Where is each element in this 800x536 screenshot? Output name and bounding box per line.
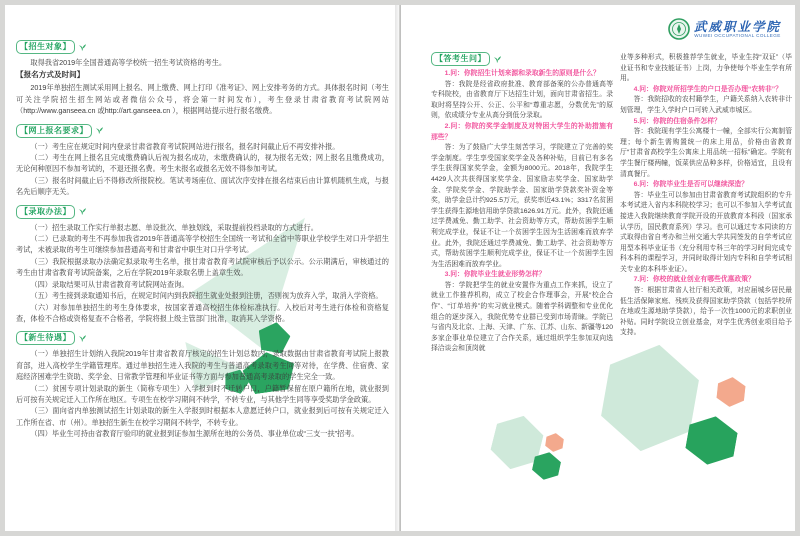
question: 7.问：你校的就业创业有哪些优惠政策？ [633,276,755,284]
answer: 答：我院招收的农村籍学生，户籍关系纳入农转非计划管理，学生入学时户口可转入武威市城区。 [620,96,792,114]
answer: 答：学院把学生的就业安置作为重点工作来抓，设立了就业工作推荐机构，成立了校企合作理事会，开展“校企合作”、“订单培养”的实习就业模式。随着学科调整和专业优化组合的逐步深入，我院优势专业群已受到市场青睐。学院已与省内及北京、上海、天津、广东、江苏、山东、新疆等120多家企事业单位建立了合作关系，通过组织学生参加双向选择洽谈会和顶岗就 [431,281,613,353]
paragraph: （一）单独招生计划纳入我院2019年甘肃省教育厅核定的招生计划总数内，录取数据由甘肃省教育考试院上报教育部，进入高校学生学籍管理库。通过单独招生进入我院的考生与普通高考录取考生同等对待，在学费、住宿费、家庭经济困难学生资助、奖学金、日常教学管理和毕业证书等方面与参加普通高考录取的学生完全一致。 [16,349,389,382]
section-header-online-signup [16,124,103,138]
section-header-enrollment-target [16,40,86,54]
section-title: 【招生对象】 [16,40,75,54]
answer: 答：我院现有学生公寓楼十一幢，全部实行公寓制管理；每个新生需购置统一的床上用品，价格由省教育厅“甘肃省高校学生公寓床上用品统一招标”确定。学院有学生餐厅楼两幢，饭菜供应品种多样，价格适宜，且设有清真餐厅。 [620,128,792,178]
answer-continued: 业等多种形式，积极推荐学生就业，毕业生持“双证”（毕业证书和专业技能证书）上岗，力争使每个毕业生学有所用。 [620,54,792,83]
leaf-icon [78,334,86,343]
paragraph: （三）面向省内单独测试招生计划录取的新生入学报到时根据本人意愿迁转户口，就业报到后可按有关规定迁入工作所在省、市（州）。单独招生新生在校学习期间不转学，不转专业。 [16,406,389,427]
page-right [401,5,795,531]
paragraph: （一）招生录取工作实行单报志愿、单设批次、单独划线，采取提前投档录取的方式进行。 [30,222,318,232]
answer: 答：根据甘肃省人社厅相关政策，对应届城乡居民最低生活保障家庭、残疾及获得国家助学贷款（包括学校所在地或生源地助学贷款），给予一次性1000元的求职创业补贴。同时学院设立创业基金，对学生优秀创业项目给予支持。 [620,287,792,337]
paragraph: （二）已录取的考生不再参加我省2019年普通高等学校招生全国统一考试和全省中等职业学校学生对口升学招生考试，未被录取的考生可继续参加普通高考和甘肃省中职生对口升学考试。 [16,234,389,255]
section-header-admission-rules [16,205,86,219]
college-name-cn: 武威职业学院 [693,18,781,34]
paragraph: （六）对参加单独招生的考生身体要求，按国家普通高校招生体检标准执行。入校后对考生进行体检和资格复查，体检不合格或资格复查不合格者，学院将报上级主管部门批准，取消其入学资格。 [16,302,389,323]
section-title: 【录取办法】 [16,205,75,219]
paragraph: （四）毕业生可持由省教育厅验印的就业报到证参加生源所在地的公务员、事业单位或“三支一扶”招考。 [30,429,359,439]
college-name-en: WUWEI OCCUPATIONAL COLLEGE [694,32,781,38]
leaf-icon [95,126,103,135]
answer: 答：为了鼓励广大学生刻苦学习，学院建立了完善的奖学金制度。学生享受国家奖学金及各种补贴，目前已有多名学生获得国家奖学金，金额为8000元。2018年，我院学生4429人次共获得国家奖学金、国家励志奖学金、国家助学金、学院奖学金、学院助学金、国家助学贷款奖补资金等奖，助学金总计约925.5万元，获奖率近43.1%；3317名贫困学生获得生源地信用助学贷款1626.91万元。此外，我院还通过学费减免、勤工助学、社会资助等方式，帮助贫困学生顺利完成学业，保证不让一个贫困学生因为生活困难而放弃学业。此外，我院还通过学费减免、勤工助学、社会资助等方式，帮助贫困学生顺利完成学业，保证不让一个贫困学生因为生活困难而放弃学业。 [431,144,613,268]
page-left [5,5,399,531]
section-title: 【答考生问】 [431,52,490,66]
paragraph: （一）考生应在规定时间内登录甘肃省教育考试院网站进行报名，报名时间截止后不再安排补报。 [30,141,340,151]
paragraph: 取得我省2019年全国普通高等学校统一招生考试资格的考生。 [30,58,227,67]
section-header-qa [431,52,501,66]
question: 5.问：你院的住宿条件怎样？ [633,117,721,125]
decor-hexagon [544,432,565,453]
section-title: 【新生待遇】 [16,331,75,345]
leaf-icon [493,55,501,64]
college-seal-icon [668,18,690,40]
question: 2.问：你院的奖学金制度及对特困大学生的补助措施有那些？ [431,122,613,141]
answer: 答：毕业生可以参加由甘肃省教育考试院组织的专升本考试进入省内本科院校学习；也可以不参加入学考试直接进入我院继续教育学院开设的开放教育本科段（国家承认学历，国民教育系列）学习。也可以通过专本同读的方式取得由省自考办和兰州交通大学共同签发的自学考试应用型本科毕业证书（充分利用专科三年的学习时间完成专科本科的课程学习，并同时取得计划内专科和自学考试相关专业的本科毕业证）。 [620,191,792,273]
section-title-signup-method: 【报名方式及时间】 [16,70,85,80]
paragraph: （三）我院根据录取办法确定拟录取考生名单，报甘肃省教育考试院审核后予以公示。公示期满后，审核通过的考生由甘肃省教育考试院备案，之后在学院2019年录取名册上盖章生效。 [16,256,389,278]
leaf-icon [78,43,86,52]
paragraph: （四）录取结果可从甘肃省教育考试院网站查询。 [30,279,189,289]
paragraph: （五）考生接到录取通知书后，在规定时间内到我院招生就业处报到注册，否则视为放弃入学，取消入学资格。 [30,291,383,301]
college-logo [668,18,781,40]
question: 3.问：你院毕业生就业形势怎样？ [444,271,546,279]
leaf-icon [78,207,86,216]
question: 4.问：你院对所招学生的户口是否办理“农转非”？ [633,85,782,93]
paragraph: （二）考生在网上报名且完成缴费确认后视为报名成功，未缴费确认的，视为报名无效；网上报名且缴费成功，无论何种原因不参加考试的，不退还报名费。考生未报名或报名无效不得参加考试。 [16,153,389,174]
section-header-freshman-treatment [16,331,86,345]
paragraph: 2019年单独招生测试采用网上报名、网上缴费、网上打印《准考证》、网上安排考务的方式。具体报名时间（考生可关注学院招生招生网站或者微信公众号，将会第一时间发布），考生登录甘肃省教育考试院网站（http://www.ganseea.cn 或http://art.ganseea.cn ），根据网站提示进行报名缴费。 [16,83,389,116]
answer: 答：我院是经省政府批准、教育部备案的公办普通高等专科院校，由省教育厅下达招生计划，面向甘肃省招生。录取时将坚持公开、公正、公平和“尊重志愿，分数优先”的原则，依成绩分专业从高分到低分录取。 [431,80,613,120]
question: 1.问：你院招生计划来源和录取新生的原则是什么？ [444,70,600,77]
section-title: 【网上报名要求】 [16,124,92,138]
question: 6.问：你院毕业生是否可以继续深造？ [633,181,749,189]
decor-hexagon [715,376,748,409]
paragraph: （三）报名时间截止后不得修改所报院校。笔试考场座位、面试次序安排在报名结束后由计算机随机生成，与报名先后顺序无关。 [16,175,389,197]
paragraph: （二）贫困专项计划录取的新生（简称专项生）入学报到时不迁转户口，户籍暂保留在原户籍所在地，就业报到后可按有关规定迁入工作所在地区。专项生在校学习期间不转学，不转专业，与其他学生同等享受奖助学金政策。 [16,383,389,404]
